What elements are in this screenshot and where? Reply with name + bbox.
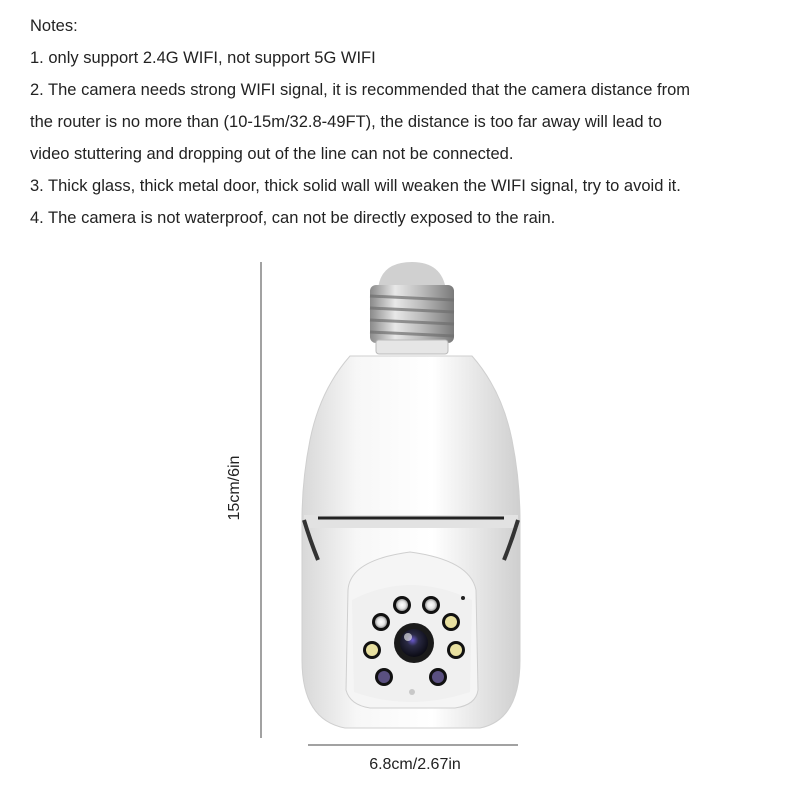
height-dimension-label: 15cm/6in bbox=[226, 455, 243, 521]
note-line: 2. The camera needs strong WIFI signal, it is recommended that the camera distance from bbox=[30, 81, 690, 99]
note-line: 4. The camera is not waterproof, can not be directly exposed to the rain. bbox=[30, 209, 556, 227]
note-line: video stuttering and dropping out of the line can not be connected. bbox=[30, 145, 514, 163]
note-line: 3. Thick glass, thick metal door, thick solid wall will weaken the WIFI signal, try to avoid it. bbox=[30, 177, 681, 195]
width-dimension-label: 6.8cm/2.67in bbox=[369, 756, 461, 773]
note-line: 1. only support 2.4G WIFI, not support 5G WIFI bbox=[30, 49, 376, 67]
screw-base bbox=[370, 262, 454, 354]
notes-heading: Notes: bbox=[30, 17, 78, 35]
note-line: the router is no more than (10-15m/32.8-49FT), the distance is too far away will lead to bbox=[30, 113, 662, 131]
camera-lens bbox=[394, 623, 434, 663]
